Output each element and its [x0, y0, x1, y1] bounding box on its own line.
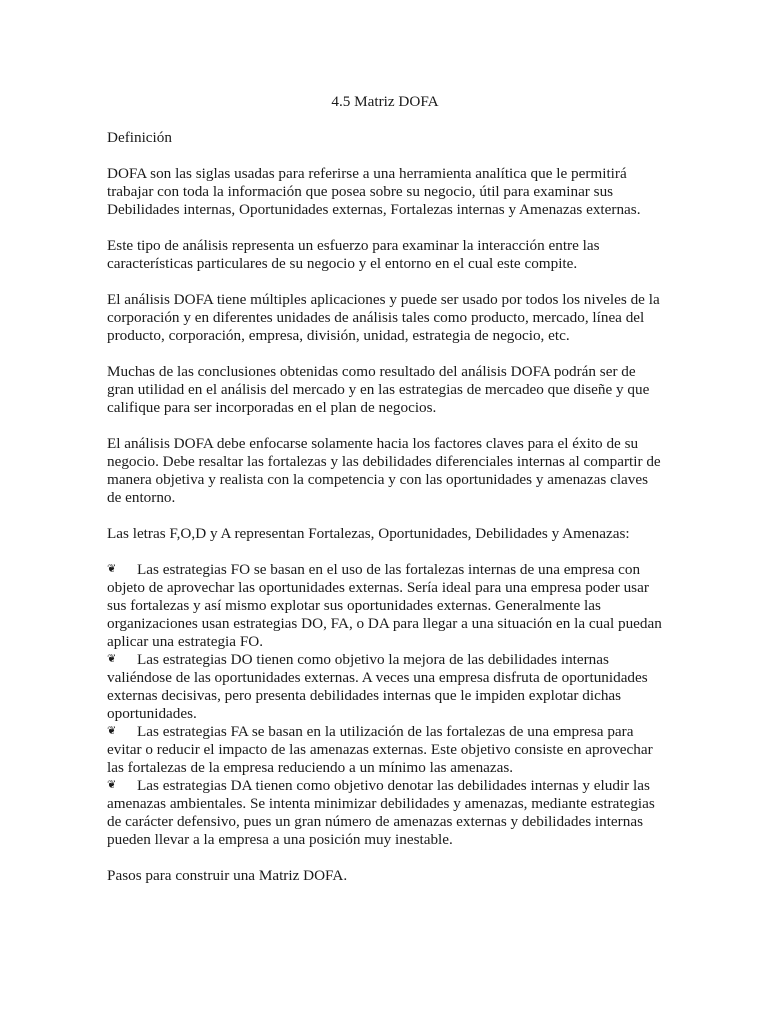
list-item-da: [107, 777, 663, 849]
page-title: 4.5 Matriz DOFA: [331, 93, 439, 110]
paragraph-key-factors: El análisis DOFA debe enfocarse solamente hacia los factores claves para el éxito de su negocio. Debe resaltar las fortalezas y las debilidades diferenciales internas al compartir de manera objetiva y realista con la competencia y con las oportunidades y amenazas claves de entorno.: [107, 435, 661, 506]
list-item-text: Las estrategias DA tienen como objetivo denotar las debilidades internas y eludir las amenazas ambientales. Se intenta minimizar debilidades y amenazas, mediante estrategias de carácter defensivo, pues un gran número de amenazas externas y debilidades internas pueden llevar a la empresa a una posición muy inestable.: [107, 777, 655, 848]
document-body: [107, 93, 663, 903]
strategy-list: [107, 561, 663, 849]
list-item-text: Las estrategias FO se basan en el uso de las fortalezas internas de una empresa con objeto de aprovechar las oportunidades externas. Sería ideal para una empresa poder usar sus fortalezas y así mismo explotar sus oportunidades externas. Generalmente las organizaciones usan estrategias DO, FA, o DA para llegar a una situación en la cual puedan aplicar una estrategia FO.: [107, 561, 662, 650]
list-item-do: [107, 651, 663, 723]
fleuron-bullet-icon: ❦: [107, 725, 117, 737]
paragraph-letters: Las letras F,O,D y A representan Fortalezas, Oportunidades, Debilidades y Amenazas:: [107, 525, 630, 542]
list-item-text: Las estrategias FA se basan en la utilización de las fortalezas de una empresa para evitar o reducir el impacto de las amenazas externas. Este objetivo consiste en aprovechar las fortalezas de la empresa reduciendo a un mínimo las amenazas.: [107, 723, 653, 776]
paragraph-definition: DOFA son las siglas usadas para referirse a una herramienta analítica que le permitirá trabajar con toda la información que posea sobre su negocio, útil para examinar sus Debilidades internas, Oportunidades externas, Fortalezas internas y Amenazas externas.: [107, 165, 641, 218]
fleuron-bullet-icon: ❦: [107, 653, 117, 665]
paragraph-conclusions: Muchas de las conclusiones obtenidas como resultado del análisis DOFA podrán ser de gran utilidad en el análisis del mercado y en las estrategias de mercadeo que diseñe y que califique para ser incorporadas en el plan de negocios.: [107, 363, 650, 416]
section-heading-definicion: Definición: [107, 129, 172, 146]
paragraph-analysis-effort: Este tipo de análisis representa un esfuerzo para examinar la interacción entre las características particulares de su negocio y el entorno en el cual este compite.: [107, 237, 600, 272]
list-item-fo: [107, 561, 663, 651]
fleuron-bullet-icon: ❦: [107, 779, 117, 791]
paragraph-applications: El análisis DOFA tiene múltiples aplicaciones y puede ser usado por todos los niveles de la corporación y en diferentes unidades de análisis tales como producto, mercado, línea del producto, corporación, empresa, división, unidad, estrategia de negocio, etc.: [107, 291, 660, 344]
fleuron-bullet-icon: ❦: [107, 563, 117, 575]
list-item-fa: [107, 723, 663, 777]
list-item-text: Las estrategias DO tienen como objetivo la mejora de las debilidades internas valiéndose de las oportunidades externas. A veces una empresa disfruta de oportunidades externas decisivas, pero presenta debilidades internas que le impiden explotar dichas oportunidades.: [107, 651, 648, 722]
paragraph-closing: Pasos para construir una Matriz DOFA.: [107, 867, 348, 884]
